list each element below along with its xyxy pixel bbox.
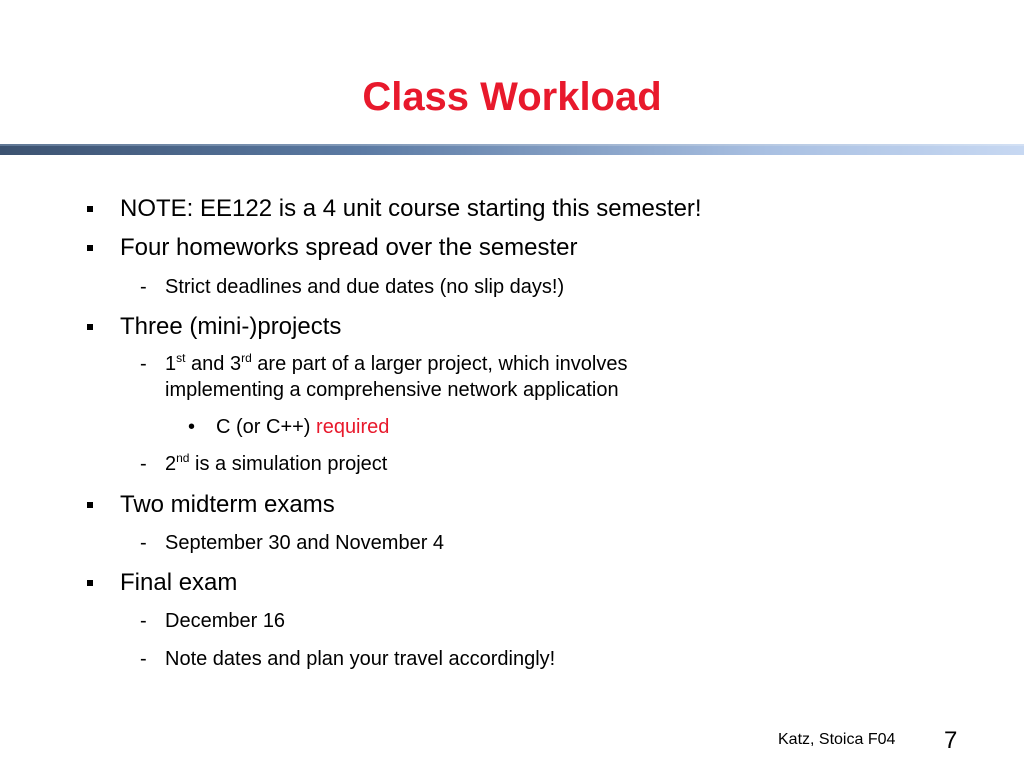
ordinal-suffix-nd: nd [176,451,190,465]
sub-bullet-larger-project [165,353,627,376]
square-bullet-icon [87,206,93,212]
square-bullet-icon [87,245,93,251]
sub-bullet-midterm-dates: September 30 and November 4 [165,532,445,554]
dash-bullet-icon: - [140,610,147,632]
title-divider-highlight [0,144,1024,146]
simulation-text: is a simulation project [189,453,388,475]
page-number: 7 [944,727,958,754]
dash-bullet-icon: - [140,532,147,554]
dash-bullet-icon: - [140,353,147,375]
ordinal-second: 2 [165,453,177,475]
sub-bullet-deadlines: Strict deadlines and due dates (no slip days!) [165,276,565,298]
square-bullet-icon [87,580,93,586]
bullet-final-exam: Final exam [120,569,238,596]
sub-bullet-simulation [165,453,387,476]
sub-bullet-larger-project-line2: implementing a comprehensive network application [165,379,619,401]
bullet-projects: Three (mini-)projects [120,313,342,340]
ordinal-third: and 3 [185,353,242,375]
sub-bullet-final-date: December 16 [165,610,286,632]
bullet-midterms: Two midterm exams [120,491,335,518]
bullet-homeworks: Four homeworks spread over the semester [120,234,578,261]
ordinal-suffix-st: st [176,351,186,365]
dot-bullet-icon: • [188,416,196,438]
square-bullet-icon [87,502,93,508]
ordinal-first: 1 [165,353,177,375]
larger-project-text: are part of a larger project, which involves [251,353,628,375]
bullet-note: NOTE: EE122 is a 4 unit course starting this semester! [120,195,702,222]
square-bullet-icon [87,324,93,330]
language-text: C (or C++) [216,416,317,438]
required-text: required [316,416,390,438]
dash-bullet-icon: - [140,648,147,670]
footer-authors: Katz, Stoica F04 [778,731,896,748]
sub-bullet-travel-note: Note dates and plan your travel accordingly! [165,648,556,670]
sub-sub-bullet-language [216,416,389,439]
dash-bullet-icon: - [140,453,147,475]
slide-title: Class Workload [362,75,662,119]
dash-bullet-icon: - [140,276,147,298]
ordinal-suffix-rd: rd [241,351,252,365]
